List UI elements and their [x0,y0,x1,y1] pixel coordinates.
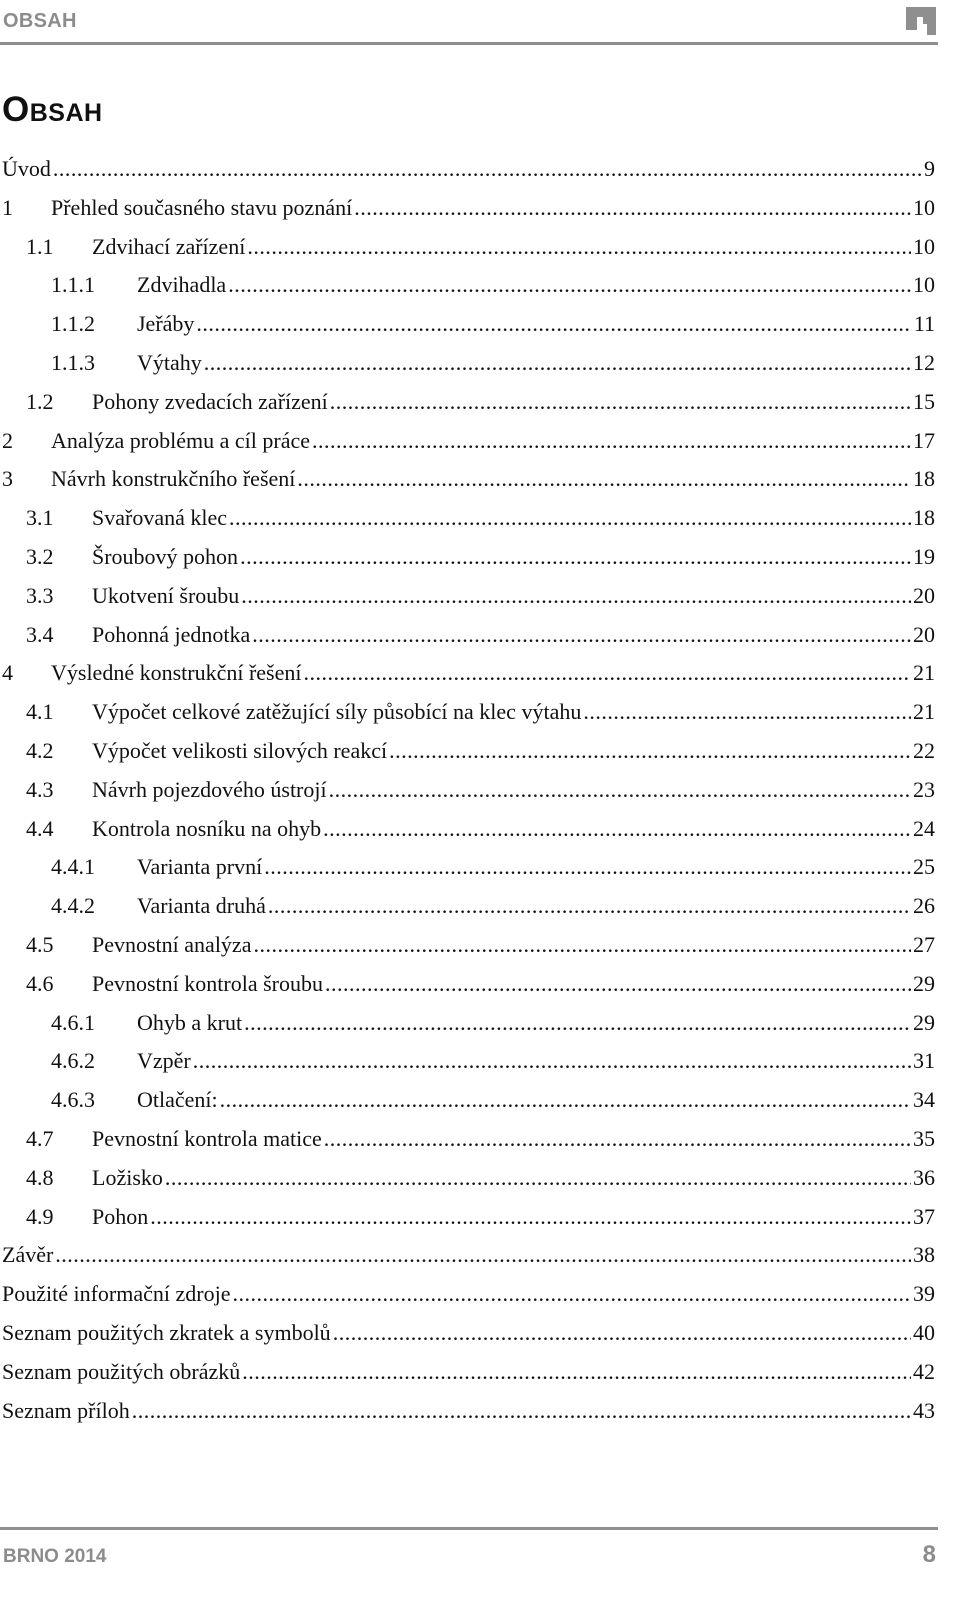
toc-entry-title: Analýza problému a cíl práce [51,427,310,453]
toc-entry-title: Jeřáby [137,311,195,337]
toc-entry-number: 4.5 [26,931,54,957]
toc-entry-title: Výtahy [137,349,202,375]
toc-entry-page: 39 [913,1281,935,1307]
toc-entry[interactable] [0,732,935,771]
toc-entry[interactable] [0,266,935,305]
page-title: Obsah [2,90,103,129]
toc-entry-number: 3.4 [26,621,54,647]
toc-entry-page: 19 [913,543,935,569]
toc-entry-title: Úvod [2,156,51,181]
toc-dot-leader [150,1198,911,1237]
toc-dot-leader [232,1275,911,1314]
toc-entry-number: 4.8 [26,1164,54,1190]
toc-dot-leader [268,887,911,926]
toc-entry-title: Seznam příloh [2,1397,130,1423]
toc-dot-leader [324,1120,911,1159]
toc-entry-page: 9 [924,156,935,181]
toc-dot-leader [165,1159,911,1198]
toc-dot-leader [253,926,911,965]
toc-entry[interactable] [0,654,935,693]
toc-entry-title: Pohon [92,1203,149,1229]
toc-entry[interactable] [0,926,935,965]
toc-entry-title: Použité informační zdroje [2,1281,231,1307]
toc-entry-title: Pevnostní kontrola matice [92,1125,322,1151]
toc-entry[interactable] [0,189,935,228]
toc-entry-page: 15 [913,388,935,414]
toc-entry-title: Varianta první [137,854,263,880]
toc-entry-number: 1.1 [26,233,54,259]
toc-dot-leader [325,965,911,1004]
toc-entry-title: Seznam použitých obrázků [2,1358,241,1384]
toc-entry-title: Pevnostní analýza [92,931,252,957]
toc-entry[interactable] [0,422,935,461]
footer-rule [0,1527,938,1530]
toc-dot-leader [53,150,922,189]
toc-entry[interactable] [0,693,935,732]
toc-entry[interactable] [0,1042,935,1081]
toc-entry-number: 4.6.3 [51,1087,95,1113]
toc-entry-page: 21 [913,699,935,725]
toc-entry[interactable] [0,228,935,267]
toc-entry-page: 29 [913,970,935,996]
toc-entry[interactable] [0,1004,935,1043]
toc-entry[interactable] [0,150,935,189]
toc-entry-page: 35 [913,1125,935,1151]
toc-dot-leader [193,1042,911,1081]
toc-entry-title: Výsledné konstrukční řešení [51,660,302,686]
toc-entry-page: 18 [913,466,935,492]
toc-dot-leader [297,460,911,499]
toc-entry-title: Výpočet velikosti silových reakcí [92,737,388,763]
toc-dot-leader [204,344,911,383]
toc-entry-number: 4.4 [26,815,54,841]
toc-dot-leader [247,228,911,267]
university-logo-icon [905,4,937,36]
toc-entry-title: Návrh pojezdového ústrojí [92,776,327,802]
toc-entry-page: 25 [913,854,935,880]
toc-dot-leader [333,1314,911,1353]
toc-dot-leader [220,1081,911,1120]
toc-entry-title: Pohony zvedacích zařízení [92,388,328,414]
toc-entry[interactable] [0,1198,935,1237]
toc-dot-leader [264,848,911,887]
toc-entry-page: 34 [913,1087,935,1113]
toc-entry-page: 42 [913,1358,935,1384]
toc-entry-page: 11 [913,311,935,337]
toc-entry-page: 26 [913,893,935,919]
toc-entry-page: 36 [913,1164,935,1190]
toc-entry-number: 1.1.1 [51,272,95,298]
toc-entry[interactable] [0,538,935,577]
toc-entry-title: Návrh konstrukčního řešení [51,466,296,492]
toc-entry-page: 24 [913,815,935,841]
toc-entry-title: Zdvihací zařízení [92,233,246,259]
toc-entry[interactable] [0,771,935,810]
toc-entry-title: Varianta druhá [137,893,266,919]
toc-entry-title: Výpočet celkové zatěžující síly působící na klec výtahu [92,699,582,725]
toc-dot-leader [329,771,911,810]
toc-entry-page: 10 [913,194,935,220]
toc-entry[interactable] [0,810,935,849]
toc-entry-page: 43 [913,1397,935,1423]
toc-entry-title: Šroubový pohon [92,543,239,569]
toc-entry-page: 10 [913,272,935,298]
toc-entry-page: 20 [913,621,935,647]
toc-dot-leader [354,189,911,228]
toc-entry-number: 4.3 [26,776,54,802]
toc-entry-title: Seznam použitých zkratek a symbolů [2,1319,331,1345]
toc-entry-page: 20 [913,582,935,608]
toc-entry[interactable] [0,965,935,1004]
toc-entry-number: 1 [2,194,13,220]
toc-entry-number: 4.2 [26,737,54,763]
toc-entry[interactable] [0,887,935,926]
toc-dot-leader [228,266,911,305]
toc-entry[interactable] [0,1081,935,1120]
toc-entry-number: 1.1.3 [51,349,95,375]
header-rule [0,42,938,45]
toc-dot-leader [242,1353,911,1392]
toc-entry[interactable] [0,577,935,616]
toc-dot-leader [241,577,911,616]
toc-entry[interactable] [0,460,935,499]
footer-page-number: 8 [922,1541,936,1568]
toc-dot-leader [583,693,911,732]
toc-entry[interactable] [0,1236,935,1275]
toc-entry-page: 18 [913,505,935,531]
toc-entry[interactable] [0,305,935,344]
toc-entry-page: 40 [913,1319,935,1345]
toc-entry[interactable] [0,1314,935,1353]
toc-entry-title: Vzpěr [137,1048,191,1074]
toc-entry-page: 21 [913,660,935,686]
toc-entry-title: Svařovaná klec [92,505,227,531]
toc-entry-number: 4.6.1 [51,1009,95,1035]
toc-entry-number: 3.3 [26,582,54,608]
toc-entry[interactable] [0,1353,935,1392]
toc-entry-page: 29 [913,1009,935,1035]
toc-entry-title: Pohonná jednotka [92,621,251,647]
toc-entry-number: 3.2 [26,543,54,569]
toc-dot-leader [304,654,912,693]
toc-dot-leader [312,422,911,461]
toc-entry-page: 31 [913,1048,935,1074]
toc-entry-number: 4.1 [26,699,54,725]
toc-dot-leader [55,1236,911,1275]
toc-entry-title: Zdvihadla [137,272,227,298]
toc-entry-page: 37 [913,1203,935,1229]
toc-entry-number: 4.7 [26,1125,54,1151]
toc-dot-leader [132,1392,911,1431]
toc-entry-page: 38 [913,1242,935,1268]
toc-entry-page: 17 [913,427,935,453]
toc-dot-leader [244,1004,911,1043]
toc-entry-title: Kontrola nosníku na ohyb [92,815,322,841]
toc-dot-leader [229,499,911,538]
toc-entry-title: Závěr [2,1242,54,1268]
toc-entry-number: 4.4.1 [51,854,95,880]
toc-entry[interactable] [0,1159,935,1198]
footer-location-year: BRNO 2014 [3,1546,107,1567]
running-header: OBSAH [3,10,77,32]
toc-entry[interactable] [0,344,935,383]
toc-entry-title: Ukotvení šroubu [92,582,240,608]
toc-entry-number: 4.9 [26,1203,54,1229]
toc-entry-number: 2 [2,427,13,453]
toc-entry[interactable] [0,1275,935,1314]
toc-dot-leader [323,810,911,849]
toc-dot-leader [389,732,911,771]
toc-entry-number: 1.2 [26,388,54,414]
toc-dot-leader [240,538,911,577]
toc-entry-title: Ložisko [92,1164,163,1190]
toc-dot-leader [196,305,911,344]
toc-entry-title: Ohyb a krut [137,1009,243,1035]
toc-entry-title: Přehled současného stavu poznání [51,194,353,220]
toc-entry-page: 10 [913,233,935,259]
toc-entry[interactable] [0,383,935,422]
toc-entry-number: 3 [2,466,13,492]
toc-entry[interactable] [0,499,935,538]
toc-entry[interactable] [0,1392,935,1431]
toc-entry-title: Pevnostní kontrola šroubu [92,970,323,996]
toc-dot-leader [252,616,911,655]
toc-dot-leader [330,383,911,422]
toc-entry[interactable] [0,616,935,655]
toc-entry-title: Otlačení: [137,1087,218,1113]
toc-entry-number: 4.6.2 [51,1048,95,1074]
table-of-contents [0,150,935,1430]
toc-entry[interactable] [0,848,935,887]
toc-entry-number: 1.1.2 [51,311,95,337]
toc-entry-number: 4.6 [26,970,54,996]
toc-entry-number: 4.4.2 [51,893,95,919]
toc-entry-page: 23 [913,776,935,802]
toc-entry-page: 27 [913,931,935,957]
toc-entry-number: 4 [2,660,13,686]
toc-entry-page: 22 [913,737,935,763]
toc-entry-number: 3.1 [26,505,54,531]
toc-entry[interactable] [0,1120,935,1159]
toc-entry-page: 12 [913,349,935,375]
